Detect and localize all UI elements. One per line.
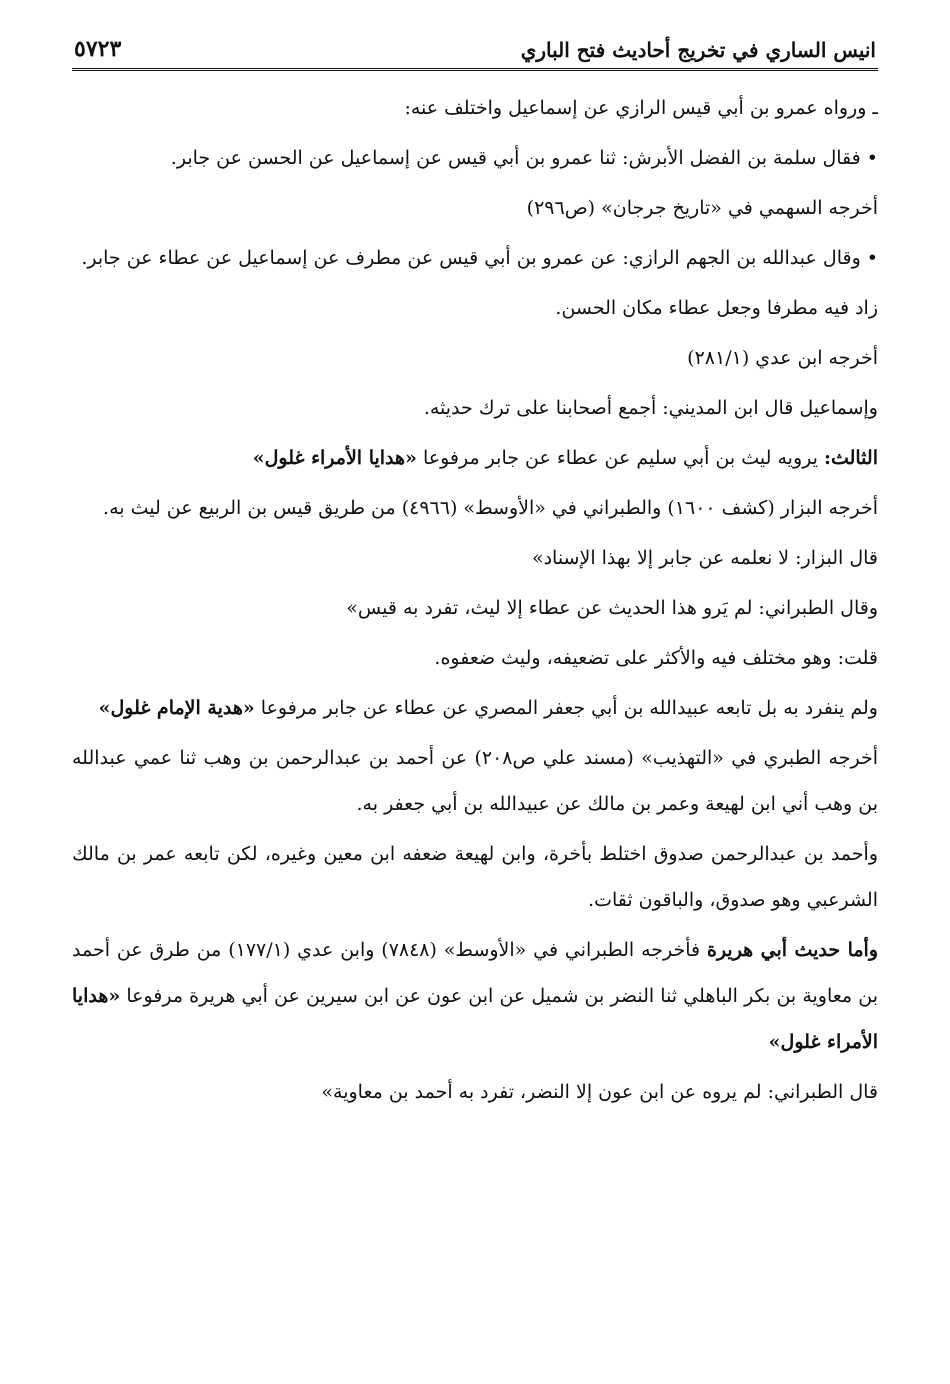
running-header xyxy=(72,36,878,71)
hadith-quote: «هدايا الأمراء غلول» xyxy=(72,985,878,1053)
hadith-quote: «هدايا الأمراء غلول» xyxy=(252,447,417,469)
paragraph: قال البزار: لا نعلمه عن جابر إلا بهذا الإسناد» xyxy=(531,547,878,569)
paragraph: قال الطبراني: لم يروه عن ابن عون إلا النضر، تفرد به أحمد بن معاوية» xyxy=(321,1081,878,1103)
paragraph: قلت: وهو مختلف فيه والأكثر على تضعيفه، وليث ضعفوه. xyxy=(434,647,878,669)
hadith-quote: «هدية الإمام غلول» xyxy=(98,697,255,719)
paragraph: وإسماعيل قال ابن المديني: أجمع أصحابنا على ترك حديثه. xyxy=(423,397,878,419)
paragraph xyxy=(72,927,878,1065)
paragraph: وقال الطبراني: لم يَرو هذا الحديث عن عطاء إلا ليث، تفرد به قيس» xyxy=(346,597,878,619)
paragraph-text: ولم ينفرد به بل تابعه عبيدالله بن أبي جعفر المصري عن عطاء عن جابر مرفوعا xyxy=(254,697,878,719)
paragraph: وأحمد بن عبدالرحمن صدوق اختلط بأخرة، وابن لهيعة ضعفه ابن معين وغيره، لكن تابعه عمر بن مالك الشرعبي وهو صدوق، والباقون ثقات. xyxy=(72,843,878,911)
section-lead: الثالث: xyxy=(823,447,878,469)
paragraph xyxy=(72,685,878,731)
paragraph xyxy=(72,435,878,481)
paragraph: • وقال عبدالله بن الجهم الرازي: عن عمرو بن أبي قيس عن مطرف عن إسماعيل عن عطاء عن جابر. xyxy=(81,247,878,269)
page-number: ٥٧٢٣ xyxy=(74,36,122,62)
book-title: انيس الساري في تخريج أحاديث فتح الباري xyxy=(520,38,876,62)
paragraph-text: فأخرجه الطبراني في «الأوسط» (٧٨٤٨) وابن عدي (١٧٧/١) من طرق عن أحمد بن معاوية بن بكر الباهلي ثنا النضر بن شميل عن ابن عون عن ابن سيرين عن أبي هريرة مرفوعا xyxy=(72,939,878,1007)
page-body xyxy=(72,85,878,1115)
paragraph: أخرجه السهمي في «تاريخ جرجان» (ص٢٩٦) xyxy=(526,197,878,219)
section-lead: وأما حديث أبي هريرة xyxy=(706,939,878,961)
paragraph: زاد فيه مطرفا وجعل عطاء مكان الحسن. xyxy=(555,297,878,319)
paragraph: ـ ورواه عمرو بن أبي قيس الرازي عن إسماعيل واختلف عنه: xyxy=(404,97,878,119)
paragraph: • فقال سلمة بن الفضل الأبرش: ثنا عمرو بن أبي قيس عن إسماعيل عن الحسن عن جابر. xyxy=(170,147,878,169)
paragraph-text: يرويه ليث بن أبي سليم عن عطاء عن جابر مرفوعا xyxy=(416,447,824,469)
paragraph: أخرجه البزار (كشف ١٦٠٠) والطبراني في «الأوسط» (٤٩٦٦) من طريق قيس بن الربيع عن ليث به. xyxy=(103,497,878,519)
paragraph: أخرجه الطبري في «التهذيب» (مسند علي ص٢٠٨) عن أحمد بن عبدالرحمن بن وهب ثنا عمي عبدالله بن وهب أني ابن لهيعة وعمر بن مالك عن عبيدالله بن أبي جعفر به. xyxy=(72,747,878,815)
paragraph: أخرجه ابن عدي (٢٨١/١) xyxy=(687,347,878,369)
